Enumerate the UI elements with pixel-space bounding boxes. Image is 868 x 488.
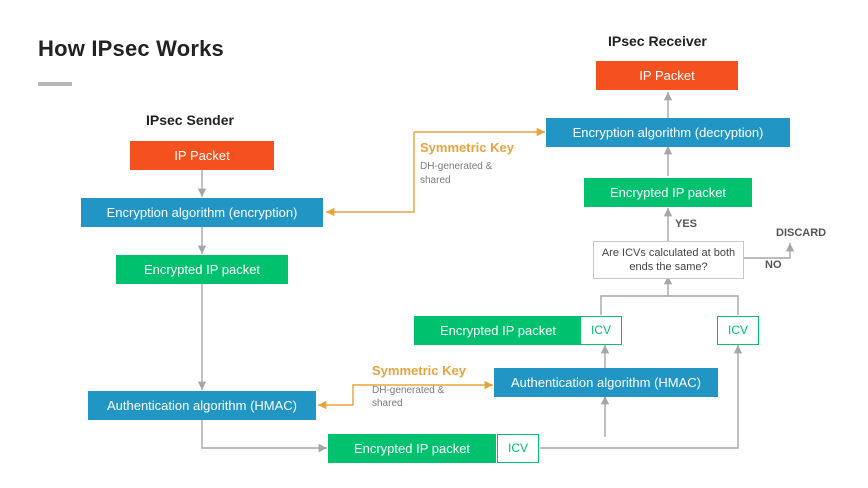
upper-symmetric-key-sub2: shared — [420, 175, 451, 186]
receiver-encrypted-packet[interactable]: Encrypted IP packet — [584, 178, 752, 207]
receiver-received-icv[interactable]: ICV — [717, 316, 759, 345]
icv-comparison-decision[interactable]: Are ICVs calculated at both ends the same? — [593, 241, 744, 279]
lower-symmetric-key-sub2: shared — [372, 398, 403, 409]
receiver-decryption-algorithm[interactable]: Encryption algorithm (decryption) — [546, 118, 790, 147]
receiver-ip-packet[interactable]: IP Packet — [596, 61, 738, 90]
sender-encrypted-packet[interactable]: Encrypted IP packet — [116, 255, 288, 284]
lower-symmetric-key-label: Symmetric Key — [372, 363, 466, 378]
transmitted-icv[interactable]: ICV — [497, 434, 539, 463]
transmitted-encrypted-packet[interactable]: Encrypted IP packet — [328, 434, 496, 463]
receiver-auth-algorithm[interactable]: Authentication algorithm (HMAC) — [494, 368, 718, 397]
sender-auth-algorithm[interactable]: Authentication algorithm (HMAC) — [88, 391, 316, 420]
title-rule — [38, 82, 72, 86]
receiver-computed-icv[interactable]: ICV — [580, 316, 622, 345]
upper-symmetric-key-sub1: DH-generated & — [420, 161, 493, 172]
sender-ip-packet[interactable]: IP Packet — [130, 141, 274, 170]
yes-label: YES — [675, 218, 698, 230]
sender-heading: IPsec Sender — [146, 112, 234, 128]
receiver-encrypted-packet-input[interactable]: Encrypted IP packet — [414, 316, 582, 345]
lower-symmetric-key-sub1: DH-generated & — [372, 385, 445, 396]
sender-encryption-algorithm[interactable]: Encryption algorithm (encryption) — [81, 198, 323, 227]
receiver-heading: IPsec Receiver — [608, 33, 707, 49]
discard-label: DISCARD — [776, 227, 827, 239]
no-label: NO — [765, 259, 782, 271]
page-title: How IPsec Works — [38, 36, 224, 61]
upper-symmetric-key-label: Symmetric Key — [420, 140, 514, 155]
